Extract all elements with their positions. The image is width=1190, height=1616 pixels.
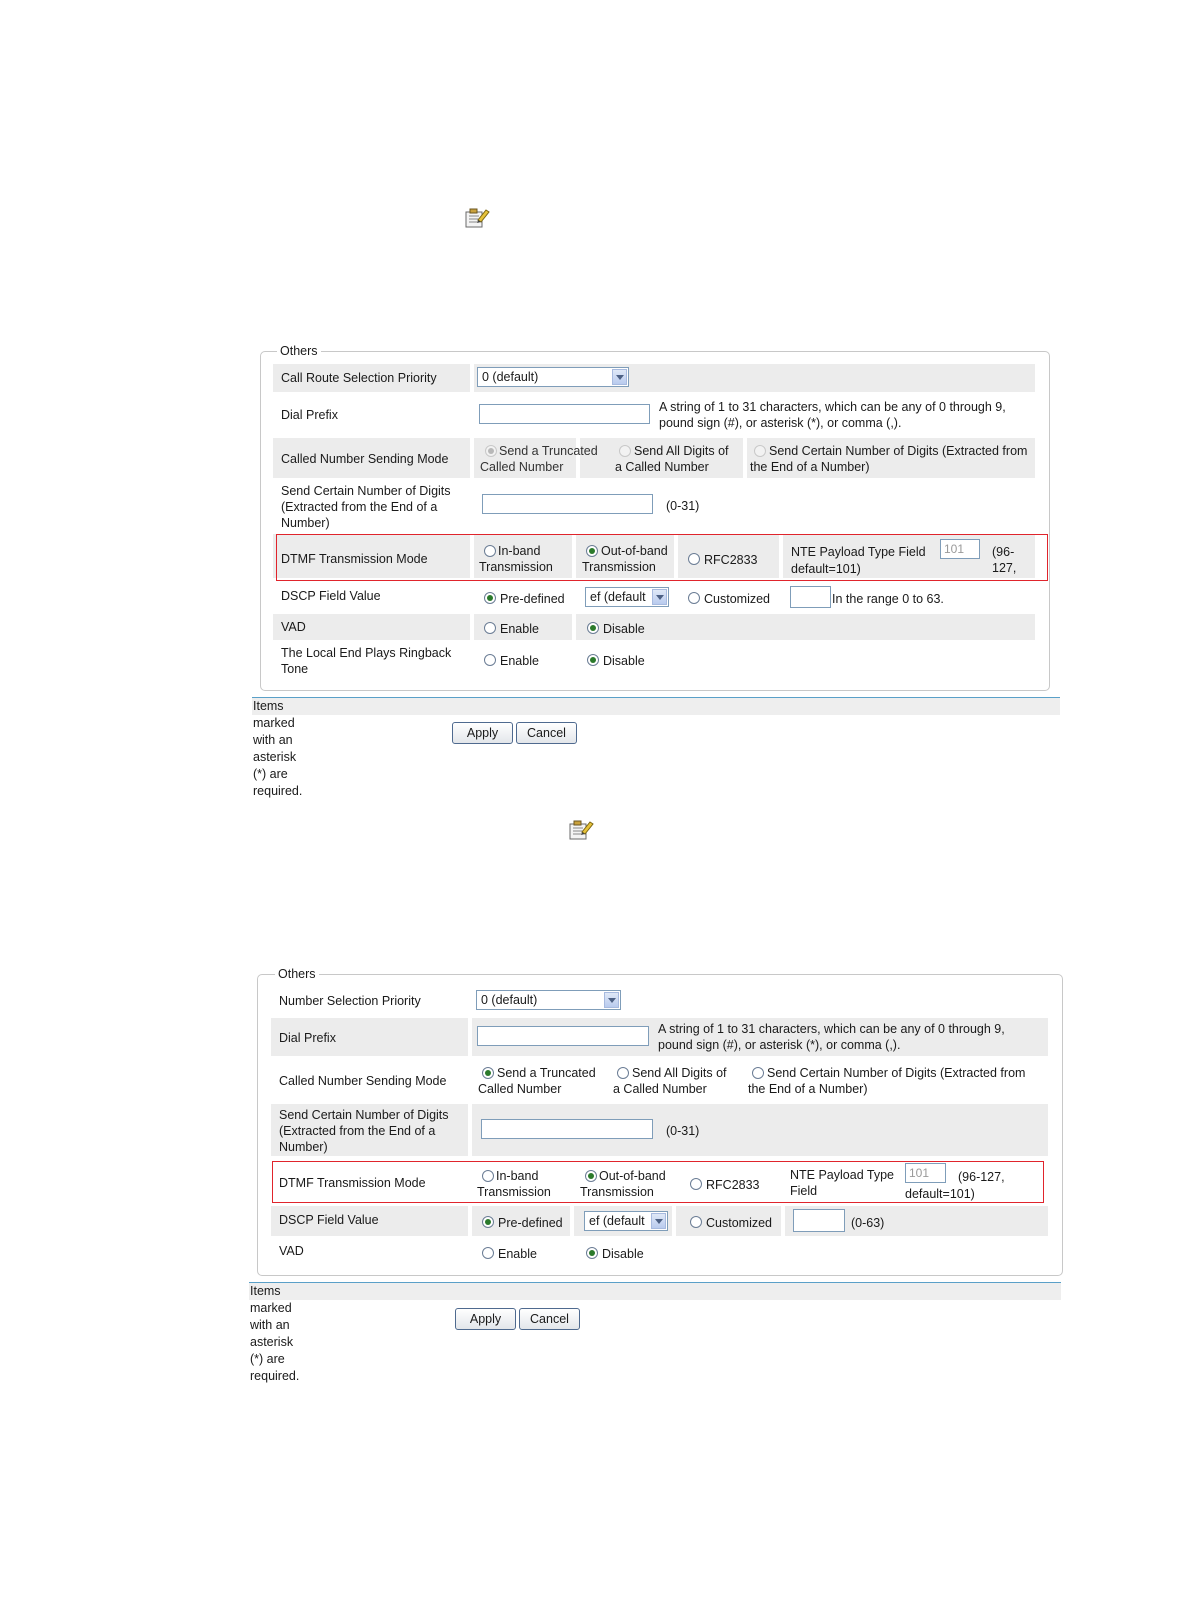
- dscp-select-value: ef (default: [590, 590, 646, 604]
- row-vad: [271, 1238, 1048, 1266]
- number-sel-value: 0 (default): [481, 993, 538, 1007]
- edit-config-icon[interactable]: [464, 206, 490, 230]
- row-called-mode: [273, 438, 1035, 478]
- dscp-hint: In the range 0 to 63.: [832, 592, 944, 606]
- edit-config-icon[interactable]: [568, 818, 594, 842]
- row-dial-prefix: [271, 1018, 1048, 1056]
- ringback-disable-radio[interactable]: [587, 654, 599, 666]
- apply-button[interactable]: Apply: [455, 1308, 516, 1330]
- footer-bar: [249, 1283, 1061, 1300]
- number-sel-select[interactable]: [476, 990, 621, 1010]
- dscp-select[interactable]: [585, 587, 669, 607]
- row-dial-prefix: [273, 394, 1035, 436]
- ringback-disable-label: Disable: [603, 654, 645, 668]
- vad-enable-label: Enable: [500, 622, 539, 636]
- row-vad: [273, 614, 1035, 640]
- vad-enable-radio[interactable]: [484, 622, 496, 634]
- dial-prefix-input[interactable]: [477, 1026, 649, 1046]
- called-mode-label: Called Number Sending Mode: [279, 1074, 447, 1088]
- row-send-certain: [273, 480, 1035, 530]
- chevron-down-icon[interactable]: [652, 589, 667, 605]
- chevron-down-icon[interactable]: [612, 369, 627, 385]
- nte-range-2: default=101): [791, 562, 861, 576]
- dtmf-rfc2833-label: RFC2833: [706, 1178, 760, 1192]
- nte-payload-label: NTE Payload Type Field: [791, 545, 926, 559]
- dscp-predefined-label: Pre-defined: [498, 1216, 563, 1230]
- dtmf-highlight-box: [276, 534, 1048, 581]
- row-dscp: [271, 1206, 1048, 1236]
- dscp-select-value: ef (default: [589, 1214, 645, 1228]
- nte-payload-input[interactable]: 101: [940, 539, 980, 559]
- nte-payload-input[interactable]: 101: [905, 1163, 946, 1183]
- required-note: Items marked with an asterisk (*) are required.: [253, 699, 303, 798]
- row-ringback: [273, 642, 1035, 680]
- vad-disable-label: Disable: [602, 1247, 644, 1261]
- dscp-customized-label: Customized: [706, 1216, 772, 1230]
- dscp-predefined-radio[interactable]: [482, 1216, 494, 1228]
- nte-range-1: (96-127,: [992, 545, 1017, 575]
- ringback-enable-radio[interactable]: [484, 654, 496, 666]
- vad-label: VAD: [281, 620, 306, 634]
- send-certain-range: (0-31): [666, 1124, 700, 1138]
- dial-prefix-input[interactable]: [479, 404, 650, 424]
- cancel-button[interactable]: Cancel: [519, 1308, 580, 1330]
- called-all-digits-label: Send All Digits of a Called Number: [613, 1066, 727, 1096]
- call-route-value: 0 (default): [482, 370, 539, 384]
- row-dscp: [273, 582, 1035, 612]
- dscp-customized-label: Customized: [704, 592, 770, 606]
- call-route-select[interactable]: [477, 367, 629, 387]
- row-call-route: [273, 364, 1035, 392]
- dtmf-outband-label: Out-of-band Transmission: [582, 544, 668, 574]
- dscp-custom-input[interactable]: [790, 586, 831, 608]
- chevron-down-icon[interactable]: [651, 1213, 666, 1229]
- dtmf-outband-label: Out-of-band Transmission: [580, 1169, 666, 1199]
- vad-disable-label: Disable: [603, 622, 645, 636]
- dscp-predefined-radio[interactable]: [484, 592, 496, 604]
- dtmf-inband-label: In-band Transmission: [477, 1169, 551, 1199]
- ringback-label: The Local End Plays Ringback Tone: [281, 646, 452, 676]
- footer-bar: [252, 698, 1060, 715]
- send-certain-label: Send Certain Number of Digits (Extracted from the End of a Number): [279, 1108, 449, 1154]
- dial-prefix-label: Dial Prefix: [281, 408, 338, 422]
- fieldset-legend: Others: [277, 344, 321, 358]
- nte-range-1: (96-127,: [958, 1170, 1005, 1184]
- vad-disable-radio[interactable]: [586, 1247, 598, 1259]
- send-certain-input[interactable]: [482, 494, 653, 514]
- row-called-mode: [271, 1060, 1048, 1102]
- dscp-label: DSCP Field Value: [281, 589, 381, 603]
- call-route-label: Call Route Selection Priority: [281, 371, 437, 385]
- dscp-customized-radio[interactable]: [688, 592, 700, 604]
- vad-enable-radio[interactable]: [482, 1247, 494, 1259]
- number-sel-label: Number Selection Priority: [279, 994, 421, 1008]
- send-certain-input[interactable]: [481, 1119, 653, 1139]
- dscp-customized-radio[interactable]: [690, 1216, 702, 1228]
- send-certain-label: Send Certain Number of Digits (Extracted from the End of a Number): [281, 484, 451, 530]
- vad-disable-radio[interactable]: [587, 622, 599, 634]
- called-certain-label: Send Certain Number of Digits (Extracted from the End of a Number): [748, 1066, 1026, 1096]
- dtmf-inband-label: In-band Transmission: [479, 544, 553, 574]
- dtmf-label: DTMF Transmission Mode: [279, 1176, 426, 1190]
- called-all-digits-label: Send All Digits of a Called Number: [615, 444, 729, 474]
- apply-button[interactable]: Apply: [452, 722, 513, 744]
- dial-prefix-hint: A string of 1 to 31 characters, which can be any of 0 through 9, pound sign (#), or asterisk (*), or comma (,).: [658, 1022, 1005, 1052]
- dscp-custom-input[interactable]: [793, 1209, 845, 1232]
- dtmf-label: DTMF Transmission Mode: [281, 552, 428, 566]
- dscp-predefined-label: Pre-defined: [500, 592, 565, 606]
- dial-prefix-label: Dial Prefix: [279, 1031, 336, 1045]
- dial-prefix-hint: A string of 1 to 31 characters, which can be any of 0 through 9, pound sign (#), or asterisk (*), or comma (,).: [659, 400, 1006, 430]
- row-send-certain: [271, 1104, 1048, 1156]
- called-certain-label: Send Certain Number of Digits (Extracted from the End of a Number): [750, 444, 1028, 474]
- ringback-enable-label: Enable: [500, 654, 539, 668]
- dtmf-rfc2833-label: RFC2833: [704, 553, 758, 567]
- vad-enable-label: Enable: [498, 1247, 537, 1261]
- dtmf-highlight-box: [272, 1161, 1044, 1203]
- nte-range-2: default=101): [905, 1187, 975, 1201]
- fieldset-legend: Others: [275, 967, 319, 981]
- called-mode-label: Called Number Sending Mode: [281, 452, 449, 466]
- send-certain-range: (0-31): [666, 499, 700, 513]
- vad-label: VAD: [279, 1244, 304, 1258]
- row-number-selection: [271, 987, 1048, 1015]
- required-note: Items marked with an asterisk (*) are required.: [250, 1284, 300, 1383]
- chevron-down-icon[interactable]: [604, 992, 619, 1008]
- dscp-range: (0-63): [851, 1216, 885, 1230]
- dscp-label: DSCP Field Value: [279, 1213, 379, 1227]
- called-truncated-label: Send a Truncated Called Number: [478, 1066, 596, 1096]
- cancel-button[interactable]: Cancel: [516, 722, 577, 744]
- nte-payload-label: NTE Payload Type Field: [790, 1168, 894, 1198]
- called-truncated-label: Send a Truncated Called Number: [480, 444, 598, 474]
- dscp-select[interactable]: [584, 1211, 668, 1231]
